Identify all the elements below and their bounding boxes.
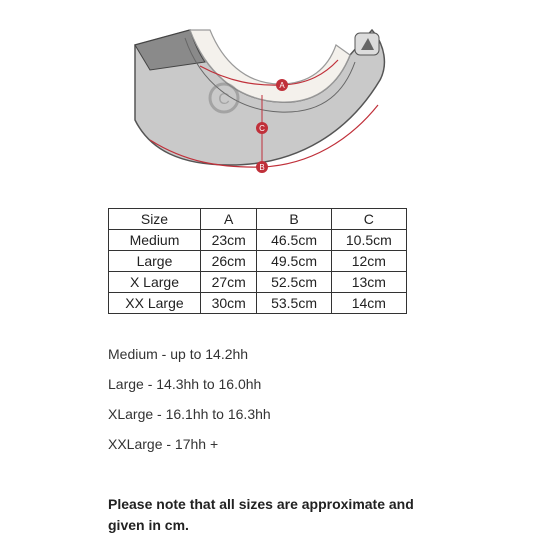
size-cell: XX Large: [109, 293, 201, 314]
table-row: [109, 293, 407, 314]
a-cell: 27cm: [200, 272, 256, 293]
a-cell: 23cm: [200, 230, 256, 251]
product-diagram: [0, 0, 540, 200]
c-cell: 12cm: [331, 251, 406, 272]
b-cell: 53.5cm: [257, 293, 331, 314]
svg-text:C: C: [218, 91, 230, 108]
marker-a: [276, 79, 288, 91]
size-table: [108, 208, 407, 314]
svg-text:B: B: [259, 163, 265, 172]
table-row: [109, 230, 407, 251]
a-cell: 26cm: [200, 251, 256, 272]
c-cell: 13cm: [331, 272, 406, 293]
header-a: A: [200, 209, 256, 230]
c-cell: 14cm: [331, 293, 406, 314]
size-guide-xlarge: XLarge - 16.1hh to 16.3hh: [108, 406, 271, 422]
marker-c: [256, 122, 268, 134]
size-cell: X Large: [109, 272, 201, 293]
size-guide-medium: Medium - up to 14.2hh: [108, 346, 249, 362]
header-c: C: [331, 209, 406, 230]
header-b: B: [257, 209, 331, 230]
logo-badge-icon: [355, 33, 379, 55]
sizing-note: Please note that all sizes are approximate and given in cm.: [108, 496, 414, 533]
header-size: Size: [109, 209, 201, 230]
size-cell: Medium: [109, 230, 201, 251]
table-row: [109, 272, 407, 293]
c-cell: 10.5cm: [331, 230, 406, 251]
size-cell: Large: [109, 251, 201, 272]
size-guide-large: Large - 14.3hh to 16.0hh: [108, 376, 262, 392]
b-cell: 49.5cm: [257, 251, 331, 272]
b-cell: 52.5cm: [257, 272, 331, 293]
a-cell: 30cm: [200, 293, 256, 314]
size-guide-xxlarge: XXLarge - 17hh +: [108, 436, 219, 452]
svg-text:A: A: [279, 81, 285, 90]
b-cell: 46.5cm: [257, 230, 331, 251]
table-header-row: [109, 209, 407, 230]
table-row: [109, 251, 407, 272]
svg-text:C: C: [259, 124, 265, 133]
marker-b: [256, 161, 268, 173]
